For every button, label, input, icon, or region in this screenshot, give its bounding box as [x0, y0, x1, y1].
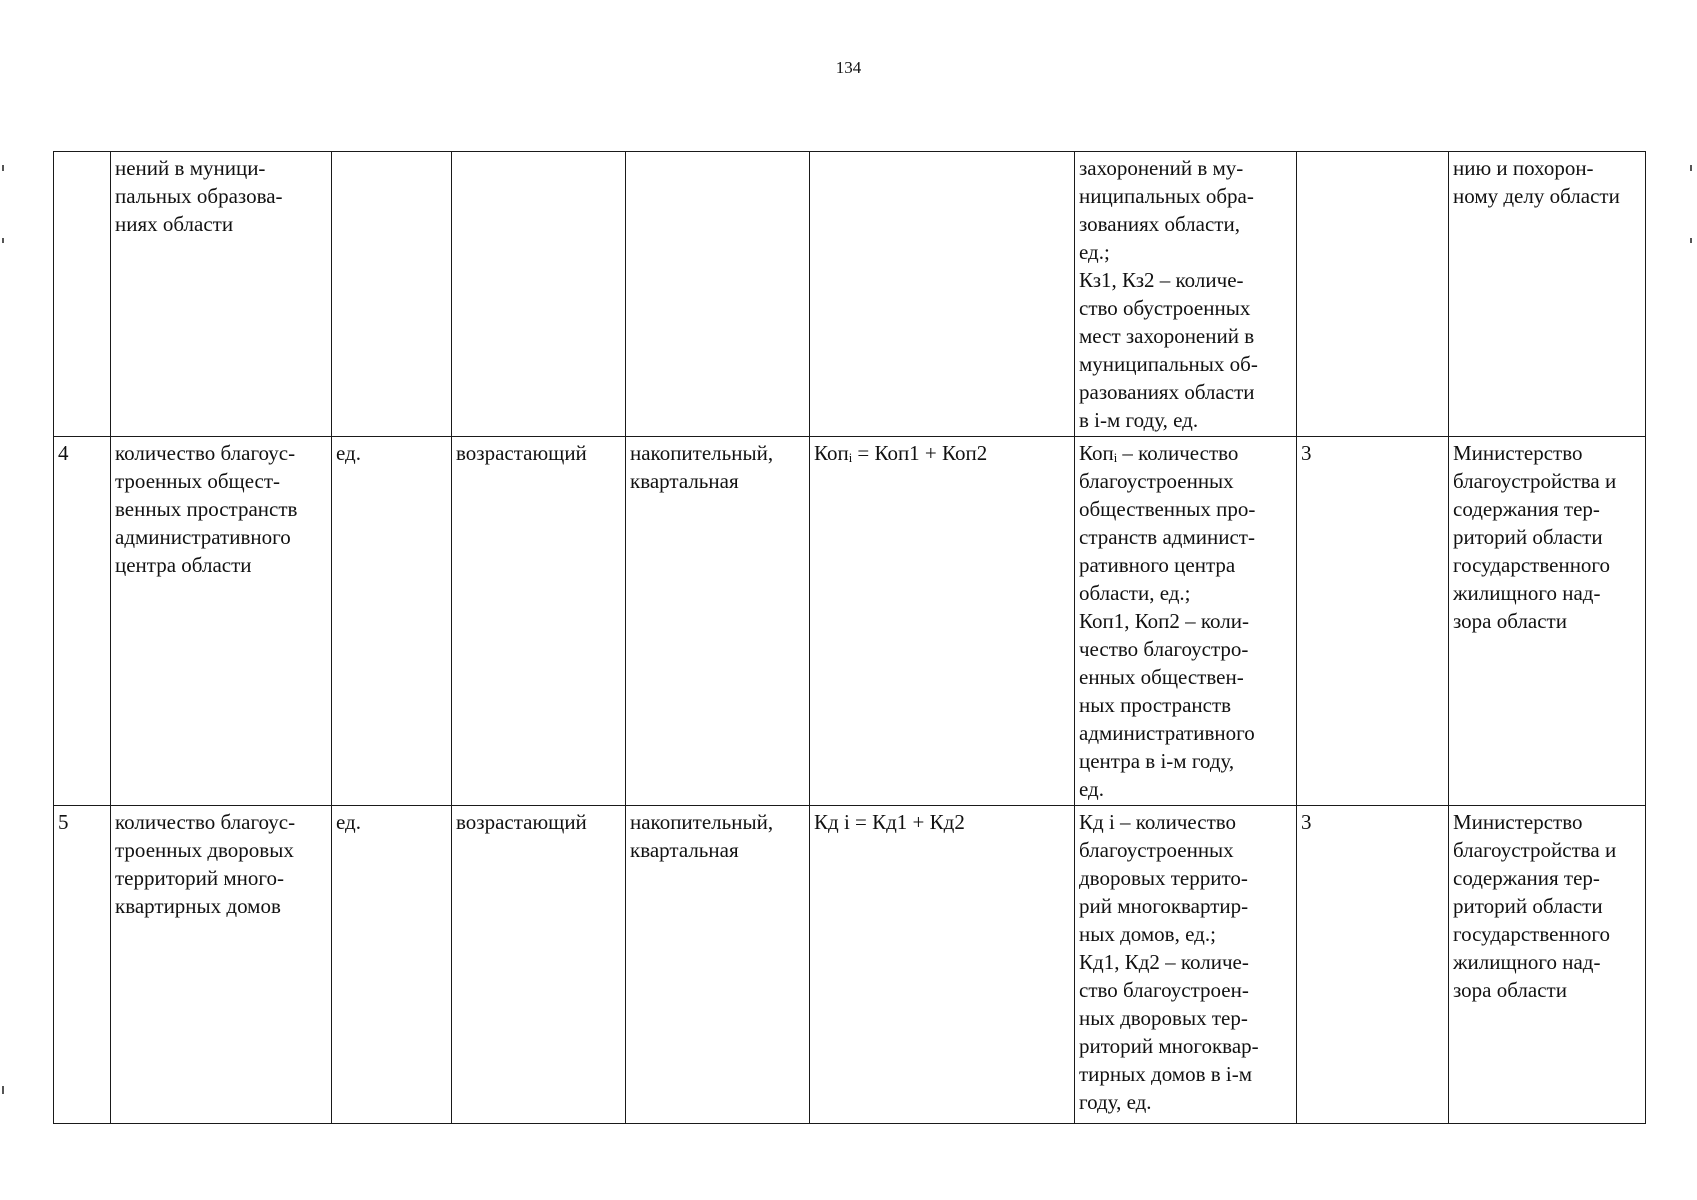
- scan-edge-mark: [2, 238, 4, 243]
- scan-edge-mark: [2, 1086, 4, 1094]
- cell-indicator-name: нений в муници- пальных образова- ниях области: [111, 152, 332, 437]
- cell-formula: [810, 152, 1075, 437]
- cell-unit: ед.: [332, 437, 452, 806]
- cell-number: 4: [54, 437, 111, 806]
- cell-responsible: Министерство благоустройства и содержания тер- риторий области государственного жилищного над- зора области: [1449, 806, 1646, 1124]
- indicators-table: [53, 151, 1646, 1124]
- cell-dynamics: [452, 152, 626, 437]
- cell-value: [1297, 152, 1449, 437]
- scan-edge-mark: [2, 165, 4, 171]
- cell-formula: Кд i = Кд1 + Кд2: [810, 806, 1075, 1124]
- cell-indicator-name: количество благоус- троенных общест- венных пространств административного центра области: [111, 437, 332, 806]
- cell-number: [54, 152, 111, 437]
- cell-responsible: Министерство благоустройства и содержания тер- риторий области государственного жилищного над- зора области: [1449, 437, 1646, 806]
- table-row: [54, 437, 1646, 806]
- cell-type: накопительный, квартальная: [626, 806, 810, 1124]
- cell-description: Копᵢ – количество благоустроенных общественных про- странств админист- ративного центра области, ед.; Коп1, Коп2 – коли- чество благоустро- енных обществен- ных пространств административного центра в i-м году, ед.: [1075, 437, 1297, 806]
- table-row: [54, 152, 1646, 437]
- cell-value: 3: [1297, 437, 1449, 806]
- cell-dynamics: возрастающий: [452, 806, 626, 1124]
- cell-dynamics: возрастающий: [452, 437, 626, 806]
- scan-edge-mark: [1690, 165, 1692, 171]
- cell-unit: ед.: [332, 806, 452, 1124]
- table-row: [54, 806, 1646, 1124]
- cell-number: 5: [54, 806, 111, 1124]
- cell-responsible: нию и похорон- ному делу области: [1449, 152, 1646, 437]
- cell-type: [626, 152, 810, 437]
- cell-indicator-name: количество благоус- троенных дворовых территорий много- квартирных домов: [111, 806, 332, 1124]
- cell-description: захоронений в му- ниципальных обра- зованиях области, ед.; Кз1, Кз2 – количе- ство обустроенных мест захоронений в муниципальных об- разованиях области в i-м году, ед.: [1075, 152, 1297, 437]
- cell-unit: [332, 152, 452, 437]
- cell-description: Кд i – количество благоустроенных дворовых террито- рий многоквартир- ных домов, ед.; Кд1, Кд2 – количе- ство благоустроен- ных дворовых тер- риторий многоквар- тирных домов в i-м году, ед.: [1075, 806, 1297, 1124]
- page-number: 134: [835, 58, 862, 77]
- cell-type: накопительный, квартальная: [626, 437, 810, 806]
- scan-edge-mark: [1690, 238, 1692, 243]
- cell-value: 3: [1297, 806, 1449, 1124]
- cell-formula: Копᵢ = Коп1 + Коп2: [810, 437, 1075, 806]
